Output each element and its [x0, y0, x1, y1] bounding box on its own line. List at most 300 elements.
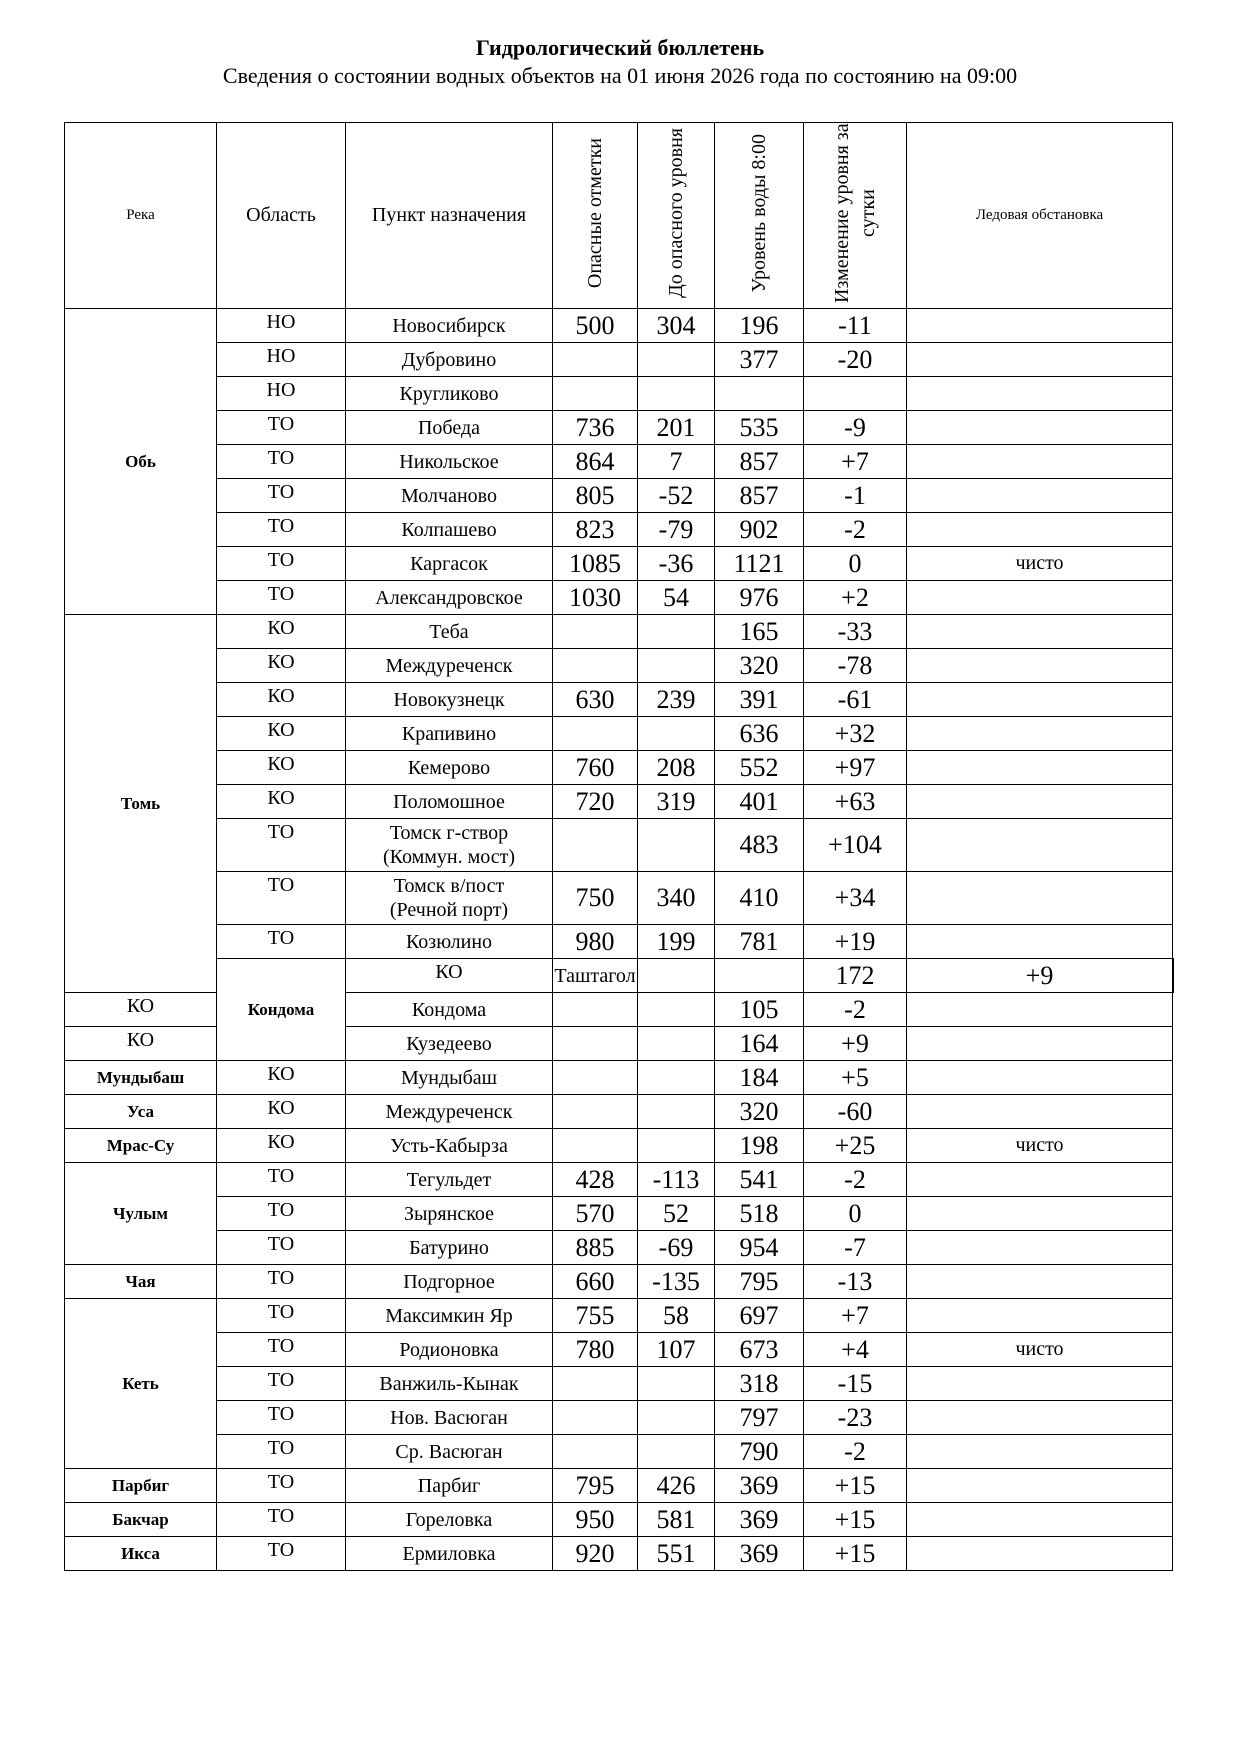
- table-row: [65, 547, 1174, 581]
- point-cell: Мундыбаш: [346, 1061, 553, 1095]
- danger-cell: 980: [553, 925, 638, 959]
- point-cell: [346, 819, 553, 872]
- river-cell: Чая: [65, 1265, 217, 1299]
- header-ice: Ледовая обстановка: [907, 123, 1173, 309]
- level-cell: 377: [715, 343, 804, 377]
- region-cell: КО: [217, 751, 346, 785]
- danger-cell: 823: [553, 513, 638, 547]
- region-cell: НО: [217, 377, 346, 411]
- region-cell: КО: [217, 649, 346, 683]
- level-cell: 541: [715, 1163, 804, 1197]
- change-cell: +34: [804, 872, 907, 925]
- level-cell: 369: [715, 1503, 804, 1537]
- ice-cell: чисто: [907, 547, 1173, 581]
- change-cell: -60: [804, 1095, 907, 1129]
- header-level-label: Уровень воды 8:00: [748, 133, 770, 293]
- region-cell: ТО: [217, 1401, 346, 1435]
- river-cell: Чулым: [65, 1163, 217, 1265]
- table-row: [65, 649, 1174, 683]
- header-river: Река: [65, 123, 217, 309]
- level-cell: 318: [715, 1367, 804, 1401]
- danger-cell: [553, 717, 638, 751]
- river-cell: Уса: [65, 1095, 217, 1129]
- change-cell: -2: [804, 513, 907, 547]
- table-row: [65, 479, 1174, 513]
- point-cell: Батурино: [346, 1231, 553, 1265]
- to-danger-cell: 54: [638, 581, 715, 615]
- to-danger-cell: 319: [638, 785, 715, 819]
- danger-cell: 720: [553, 785, 638, 819]
- danger-cell: 805: [553, 479, 638, 513]
- to-danger-cell: 426: [638, 1469, 715, 1503]
- danger-cell: 760: [553, 751, 638, 785]
- header-danger-label: Опасные отметки: [584, 137, 606, 289]
- level-cell: 954: [715, 1231, 804, 1265]
- point-cell: Козюлино: [346, 925, 553, 959]
- point-name-line1: Томск в/пост: [393, 875, 505, 897]
- table-row: [65, 1401, 1174, 1435]
- table-row: [65, 377, 1174, 411]
- change-cell: -61: [804, 683, 907, 717]
- to-danger-cell: [638, 1435, 715, 1469]
- level-cell: 105: [715, 993, 804, 1027]
- danger-cell: 500: [553, 309, 638, 343]
- region-cell: ТО: [217, 1503, 346, 1537]
- change-cell: +7: [804, 445, 907, 479]
- to-danger-cell: -135: [638, 1265, 715, 1299]
- ice-cell: [907, 377, 1173, 411]
- level-cell: 1121: [715, 547, 804, 581]
- ice-cell: [907, 649, 1173, 683]
- ice-cell: [907, 1435, 1173, 1469]
- change-cell: -13: [804, 1265, 907, 1299]
- change-cell: +104: [804, 819, 907, 872]
- danger-cell: 920: [553, 1537, 638, 1571]
- ice-cell: [907, 1197, 1173, 1231]
- region-cell: ТО: [217, 1333, 346, 1367]
- change-cell: +25: [804, 1129, 907, 1163]
- ice-cell: [907, 683, 1173, 717]
- danger-cell: 780: [553, 1333, 638, 1367]
- header-to-danger: [638, 123, 715, 309]
- table-body: [65, 309, 1174, 1571]
- ice-cell: [907, 1469, 1173, 1503]
- level-cell: 552: [715, 751, 804, 785]
- level-cell: 410: [715, 872, 804, 925]
- document-subtitle: Сведения о состоянии водных объектов на 01 июня 2026 года по состоянию на 09:00: [222, 63, 1018, 88]
- danger-cell: [553, 1095, 638, 1129]
- ice-cell: [907, 751, 1173, 785]
- danger-cell: [553, 819, 638, 872]
- to-danger-cell: [638, 615, 715, 649]
- danger-cell: [553, 377, 638, 411]
- change-cell: +9: [804, 1027, 907, 1061]
- danger-cell: 736: [553, 411, 638, 445]
- region-cell: ТО: [217, 479, 346, 513]
- point-cell: Победа: [346, 411, 553, 445]
- change-cell: +97: [804, 751, 907, 785]
- table-row: [65, 683, 1174, 717]
- to-danger-cell: -36: [638, 547, 715, 581]
- danger-cell: [553, 1435, 638, 1469]
- point-cell: Ермиловка: [346, 1537, 553, 1571]
- river-cell: Кондома: [217, 959, 346, 1061]
- region-cell: ТО: [217, 1469, 346, 1503]
- level-cell: 164: [715, 1027, 804, 1061]
- to-danger-cell: [638, 717, 715, 751]
- point-cell: Кузедеево: [346, 1027, 553, 1061]
- to-danger-cell: [638, 1095, 715, 1129]
- danger-cell: 660: [553, 1265, 638, 1299]
- header-point: Пункт назначения: [346, 123, 553, 309]
- level-cell: 797: [715, 1401, 804, 1435]
- table-row: [65, 1163, 1174, 1197]
- to-danger-cell: 551: [638, 1537, 715, 1571]
- ice-cell: [907, 1537, 1173, 1571]
- danger-cell: 864: [553, 445, 638, 479]
- document-title: Гидрологический бюллетень: [475, 35, 765, 60]
- point-cell: Максимкин Яр: [346, 1299, 553, 1333]
- danger-cell: 428: [553, 1163, 638, 1197]
- ice-cell: [907, 1163, 1173, 1197]
- region-cell: ТО: [217, 581, 346, 615]
- to-danger-cell: 208: [638, 751, 715, 785]
- change-cell: -1: [804, 479, 907, 513]
- table-row: [65, 717, 1174, 751]
- table-row: [65, 1061, 1174, 1095]
- danger-cell: 1030: [553, 581, 638, 615]
- point-cell: Парбиг: [346, 1469, 553, 1503]
- ice-cell: [907, 513, 1173, 547]
- level-cell: 673: [715, 1333, 804, 1367]
- point-cell: Колпашево: [346, 513, 553, 547]
- to-danger-cell: [638, 819, 715, 872]
- table-row: [65, 785, 1174, 819]
- to-danger-cell: -79: [638, 513, 715, 547]
- ice-cell: чисто: [907, 1333, 1173, 1367]
- level-cell: 636: [715, 717, 804, 751]
- ice-cell: [1173, 959, 1174, 993]
- region-cell: КО: [217, 1095, 346, 1129]
- table-row: [65, 1469, 1174, 1503]
- danger-cell: [553, 1401, 638, 1435]
- change-cell: -33: [804, 615, 907, 649]
- point-cell: Александровское: [346, 581, 553, 615]
- ice-cell: [907, 309, 1173, 343]
- level-cell: 320: [715, 649, 804, 683]
- change-cell: +15: [804, 1469, 907, 1503]
- point-cell: Теба: [346, 615, 553, 649]
- table-row: [65, 445, 1174, 479]
- table-row: [65, 1537, 1174, 1571]
- change-cell: +7: [804, 1299, 907, 1333]
- river-cell: Мрас-Су: [65, 1129, 217, 1163]
- danger-cell: 950: [553, 1503, 638, 1537]
- level-cell: 369: [715, 1537, 804, 1571]
- table-row: [65, 925, 1174, 959]
- change-cell: -7: [804, 1231, 907, 1265]
- to-danger-cell: [638, 1027, 715, 1061]
- point-name-line1: Томск г-створ: [389, 822, 509, 844]
- table-row: [65, 615, 1174, 649]
- to-danger-cell: 107: [638, 1333, 715, 1367]
- level-cell: 483: [715, 819, 804, 872]
- change-cell: [804, 377, 907, 411]
- change-cell: -9: [804, 411, 907, 445]
- danger-cell: [553, 1061, 638, 1095]
- header-region: Область: [217, 123, 346, 309]
- level-cell: 198: [715, 1129, 804, 1163]
- table-row: [65, 1095, 1174, 1129]
- region-cell: ТО: [217, 1299, 346, 1333]
- change-cell: +9: [907, 959, 1173, 993]
- level-cell: 518: [715, 1197, 804, 1231]
- danger-cell: 750: [553, 872, 638, 925]
- level-cell: 401: [715, 785, 804, 819]
- region-cell: ТО: [217, 445, 346, 479]
- header-level: [715, 123, 804, 309]
- point-cell: Ванжиль-Кынак: [346, 1367, 553, 1401]
- danger-cell: [553, 615, 638, 649]
- level-cell: 795: [715, 1265, 804, 1299]
- ice-cell: [907, 615, 1173, 649]
- point-cell: Усть-Кабырза: [346, 1129, 553, 1163]
- region-cell: НО: [217, 343, 346, 377]
- table-row: [65, 1265, 1174, 1299]
- to-danger-cell: 58: [638, 1299, 715, 1333]
- table-row: [65, 1299, 1174, 1333]
- ice-cell: [907, 1231, 1173, 1265]
- header-danger: [553, 123, 638, 309]
- river-cell: Обь: [65, 309, 217, 615]
- region-cell: ТО: [217, 1197, 346, 1231]
- danger-cell: 630: [553, 683, 638, 717]
- danger-cell: [553, 993, 638, 1027]
- change-cell: 0: [804, 1197, 907, 1231]
- change-cell: 0: [804, 547, 907, 581]
- ice-cell: [907, 1095, 1173, 1129]
- ice-cell: [907, 993, 1173, 1027]
- table-row: [65, 343, 1174, 377]
- danger-cell: [553, 343, 638, 377]
- change-cell: -23: [804, 1401, 907, 1435]
- point-cell: Междуреченск: [346, 649, 553, 683]
- level-cell: 165: [715, 615, 804, 649]
- change-cell: +2: [804, 581, 907, 615]
- to-danger-cell: [638, 1129, 715, 1163]
- point-cell: Междуреченск: [346, 1095, 553, 1129]
- table-row: [65, 581, 1174, 615]
- point-cell: Никольское: [346, 445, 553, 479]
- ice-cell: [907, 445, 1173, 479]
- region-cell: ТО: [217, 925, 346, 959]
- level-cell: 697: [715, 1299, 804, 1333]
- danger-cell: 795: [553, 1469, 638, 1503]
- region-cell: КО: [217, 683, 346, 717]
- danger-cell: 1085: [553, 547, 638, 581]
- region-cell: КО: [217, 717, 346, 751]
- point-cell: Подгорное: [346, 1265, 553, 1299]
- table-row: [65, 751, 1174, 785]
- level-cell: 196: [715, 309, 804, 343]
- danger-cell: [638, 959, 715, 993]
- region-cell: ТО: [217, 1435, 346, 1469]
- level-cell: 781: [715, 925, 804, 959]
- change-cell: -2: [804, 1163, 907, 1197]
- ice-cell: [907, 819, 1173, 872]
- change-cell: +63: [804, 785, 907, 819]
- point-cell: Каргасок: [346, 547, 553, 581]
- level-cell: 790: [715, 1435, 804, 1469]
- region-cell: НО: [217, 309, 346, 343]
- table-row: [65, 513, 1174, 547]
- to-danger-cell: 304: [638, 309, 715, 343]
- ice-cell: [907, 343, 1173, 377]
- level-cell: 320: [715, 1095, 804, 1129]
- region-cell: ТО: [217, 1163, 346, 1197]
- region-cell: ТО: [217, 819, 346, 872]
- to-danger-cell: -52: [638, 479, 715, 513]
- table-row: [65, 309, 1174, 343]
- to-danger-cell: [638, 993, 715, 1027]
- change-cell: +4: [804, 1333, 907, 1367]
- header-change-label: Изменение уровня за сутки: [831, 123, 879, 303]
- level-cell: 857: [715, 479, 804, 513]
- region-cell: КО: [217, 785, 346, 819]
- point-cell: Ср. Васюган: [346, 1435, 553, 1469]
- river-cell: Парбиг: [65, 1469, 217, 1503]
- danger-cell: 570: [553, 1197, 638, 1231]
- table-row: [65, 1435, 1174, 1469]
- region-cell: ТО: [217, 513, 346, 547]
- point-cell: Нов. Васюган: [346, 1401, 553, 1435]
- table-row: [65, 1129, 1174, 1163]
- ice-cell: [907, 1061, 1173, 1095]
- point-cell: Молчаново: [346, 479, 553, 513]
- level-cell: 535: [715, 411, 804, 445]
- point-cell: Родионовка: [346, 1333, 553, 1367]
- table-row: [65, 1367, 1174, 1401]
- change-cell: -2: [804, 1435, 907, 1469]
- to-danger-cell: -69: [638, 1231, 715, 1265]
- to-danger-cell: 52: [638, 1197, 715, 1231]
- level-cell: 976: [715, 581, 804, 615]
- change-cell: -78: [804, 649, 907, 683]
- table-row: [65, 411, 1174, 445]
- region-cell: КО: [217, 1129, 346, 1163]
- change-cell: +15: [804, 1537, 907, 1571]
- document-header: [0, 34, 1240, 90]
- point-cell: [346, 872, 553, 925]
- region-cell: КО: [65, 1027, 217, 1061]
- region-cell: КО: [217, 615, 346, 649]
- region-cell: ТО: [217, 411, 346, 445]
- danger-cell: [553, 1027, 638, 1061]
- region-cell: КО: [65, 993, 217, 1027]
- point-cell: Кемерово: [346, 751, 553, 785]
- danger-cell: [553, 1367, 638, 1401]
- region-cell: ТО: [217, 1367, 346, 1401]
- point-cell: Таштагол: [553, 959, 638, 993]
- ice-cell: [907, 717, 1173, 751]
- to-danger-cell: [715, 959, 804, 993]
- header-change: [804, 123, 907, 309]
- danger-cell: 755: [553, 1299, 638, 1333]
- change-cell: -20: [804, 343, 907, 377]
- point-cell: Поломошное: [346, 785, 553, 819]
- to-danger-cell: [638, 1367, 715, 1401]
- to-danger-cell: [638, 649, 715, 683]
- table-row: [65, 959, 1174, 993]
- to-danger-cell: [638, 1061, 715, 1095]
- to-danger-cell: 239: [638, 683, 715, 717]
- ice-cell: чисто: [907, 1129, 1173, 1163]
- change-cell: +32: [804, 717, 907, 751]
- region-cell: ТО: [217, 1231, 346, 1265]
- river-cell: Кеть: [65, 1299, 217, 1469]
- ice-cell: [907, 1367, 1173, 1401]
- river-cell: Бакчар: [65, 1503, 217, 1537]
- point-name-line2: (Коммун. мост): [382, 846, 516, 868]
- region-cell: ТО: [217, 872, 346, 925]
- ice-cell: [907, 411, 1173, 445]
- change-cell: -11: [804, 309, 907, 343]
- level-cell: [715, 377, 804, 411]
- ice-cell: [907, 479, 1173, 513]
- ice-cell: [907, 1503, 1173, 1537]
- point-cell: Крапивино: [346, 717, 553, 751]
- river-cell: Томь: [65, 615, 217, 993]
- to-danger-cell: 581: [638, 1503, 715, 1537]
- change-cell: +15: [804, 1503, 907, 1537]
- change-cell: -15: [804, 1367, 907, 1401]
- to-danger-cell: [638, 343, 715, 377]
- danger-cell: 885: [553, 1231, 638, 1265]
- change-cell: +19: [804, 925, 907, 959]
- level-cell: 857: [715, 445, 804, 479]
- to-danger-cell: [638, 1401, 715, 1435]
- to-danger-cell: 340: [638, 872, 715, 925]
- point-cell: Тегульдет: [346, 1163, 553, 1197]
- ice-cell: [907, 1299, 1173, 1333]
- region-cell: ТО: [217, 547, 346, 581]
- level-cell: 369: [715, 1469, 804, 1503]
- river-cell: Мундыбаш: [65, 1061, 217, 1095]
- point-name-line2: (Речной порт): [389, 899, 509, 921]
- level-cell: 184: [715, 1061, 804, 1095]
- region-cell: КО: [217, 1061, 346, 1095]
- header-to-danger-label: До опасного уровня: [665, 128, 687, 298]
- to-danger-cell: [638, 377, 715, 411]
- point-cell: Новокузнецк: [346, 683, 553, 717]
- point-cell: Новосибирск: [346, 309, 553, 343]
- danger-cell: [553, 649, 638, 683]
- to-danger-cell: 201: [638, 411, 715, 445]
- ice-cell: [907, 785, 1173, 819]
- table-row: [65, 1197, 1174, 1231]
- ice-cell: [907, 925, 1173, 959]
- region-cell: КО: [346, 959, 553, 993]
- ice-cell: [907, 872, 1173, 925]
- table-row: [65, 1503, 1174, 1537]
- point-cell: Кондома: [346, 993, 553, 1027]
- to-danger-cell: 7: [638, 445, 715, 479]
- level-cell: 391: [715, 683, 804, 717]
- point-cell: Кругликово: [346, 377, 553, 411]
- change-cell: -2: [804, 993, 907, 1027]
- level-cell: 172: [804, 959, 907, 993]
- table-header-row: [65, 123, 1174, 309]
